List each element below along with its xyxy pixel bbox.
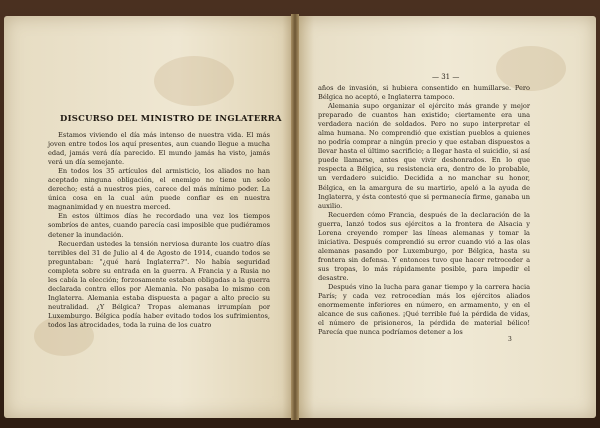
- paragraph: En todos los 35 artículos del armisticio, los aliados no han aceptado ninguna obligación, el enemigo no tiene un solo derecho; está a nuestros pies, carece del más mínimo poder. La única cosa en la cual aún puede confiar es en nuestra magnanimidad y en nuestra merced.: [48, 167, 270, 212]
- page-number: — 31 —: [432, 73, 460, 81]
- paragraph: Después vino la lucha para ganar tiempo y la carrera hacia París; y cada vez retrocedían más los ejércitos aliados enormemente inferiores en número, en armamento, y en el alcance de sus cañones. ¡Qué terrible fué la pérdida de vidas, el número de prisioneros, la pérdida de material bélico! Parecía que nunca podríamos detener a los: [318, 283, 530, 337]
- left-page-text: [48, 131, 270, 330]
- paragraph: Estamos viviendo el día más intenso de nuestra vida. El más joven entre todos los aquí presentes, aun cuando llegue a mucha edad, jamás verá día parecido. El mundo jamás ha visto, jamás verá un día semejante.: [48, 131, 270, 167]
- paragraph: En estos últimos días he recordado una vez los tiempos sombríos de antes, cuando parecía casi imposible que pudiéramos detener la inundación.: [48, 212, 270, 239]
- paragraph: Alemania supo organizar el ejército más grande y mejor preparado de cuantos han existido; ciertamente era una verdadera nación de soldados. Pero no supo interpretar el alma humana. No comprendió que existían pueblos a quienes no podría comprar a ningún precio y que estaban dispuestos a llevar hasta el último sacrificio; a llegar hasta el suicidio, si así puede llamarse, antes que vivir deshonrados. En lo que respecta a Bélgica, su resistencia era, dentro de lo probable, un verdadero suicidio. Decidida a no manchar su honor, Bélgica, en la amargura de su martirio, apeló a la ayuda de Inglaterra, y ésta contestó que si permanecía firme, ganaba un auxilio.: [318, 102, 530, 210]
- right-page-text: [318, 84, 530, 337]
- signature-mark: 3: [508, 336, 512, 343]
- paragraph: Recuerdan ustedes la tensión nerviosa durante los cuatro días terribles del 31 de Julio al 4 de Agosto de 1914, cuando todos se preguntaban: "¿qué hará Inglaterra?". No había seguridad completa sobre su entrada en la guerra. A Francia y a Rusia no les cabía la elección; forzosamente estaban obligadas a la guerra declarada contra ellos por Alemania. No pasaba lo mismo con Inglaterra. Alemania estaba dispuesta a pagar a alto precio su neutralidad. ¿Y Bélgica? Tropas alemanas irrumpían por Luxemburgo. Bélgica podía haber evitado todos los sufrimientos, todos las atrocidades, toda la ruina de los cuatro: [48, 239, 270, 329]
- paper-stain: [154, 56, 234, 106]
- paragraph: Recuerden cómo Francia, después de la declaración de la guerra, lanzó todos sus ejércitos a la frontera de Alsacia y Lorena creyendo romper las líneas alemanas y tomar la iniciativa. Después comprendió su error cuando vió a las olas alemanas pasando por Luxemburgo, por Bélgica, hasta su frontera sin defensa. Y entonces tuvo que hacer retroceder a sus tropas, lo más rápidamente posible, para impedir el desastre.: [318, 210, 530, 282]
- paragraph: años de invasión, si hubiera consentido en humillarse. Pero Bélgica no aceptó, e Inglaterra tampoco.: [318, 84, 530, 102]
- book-gutter: [291, 14, 299, 420]
- page-title: DISCURSO DEL MINISTRO DE INGLATERRA: [60, 113, 282, 123]
